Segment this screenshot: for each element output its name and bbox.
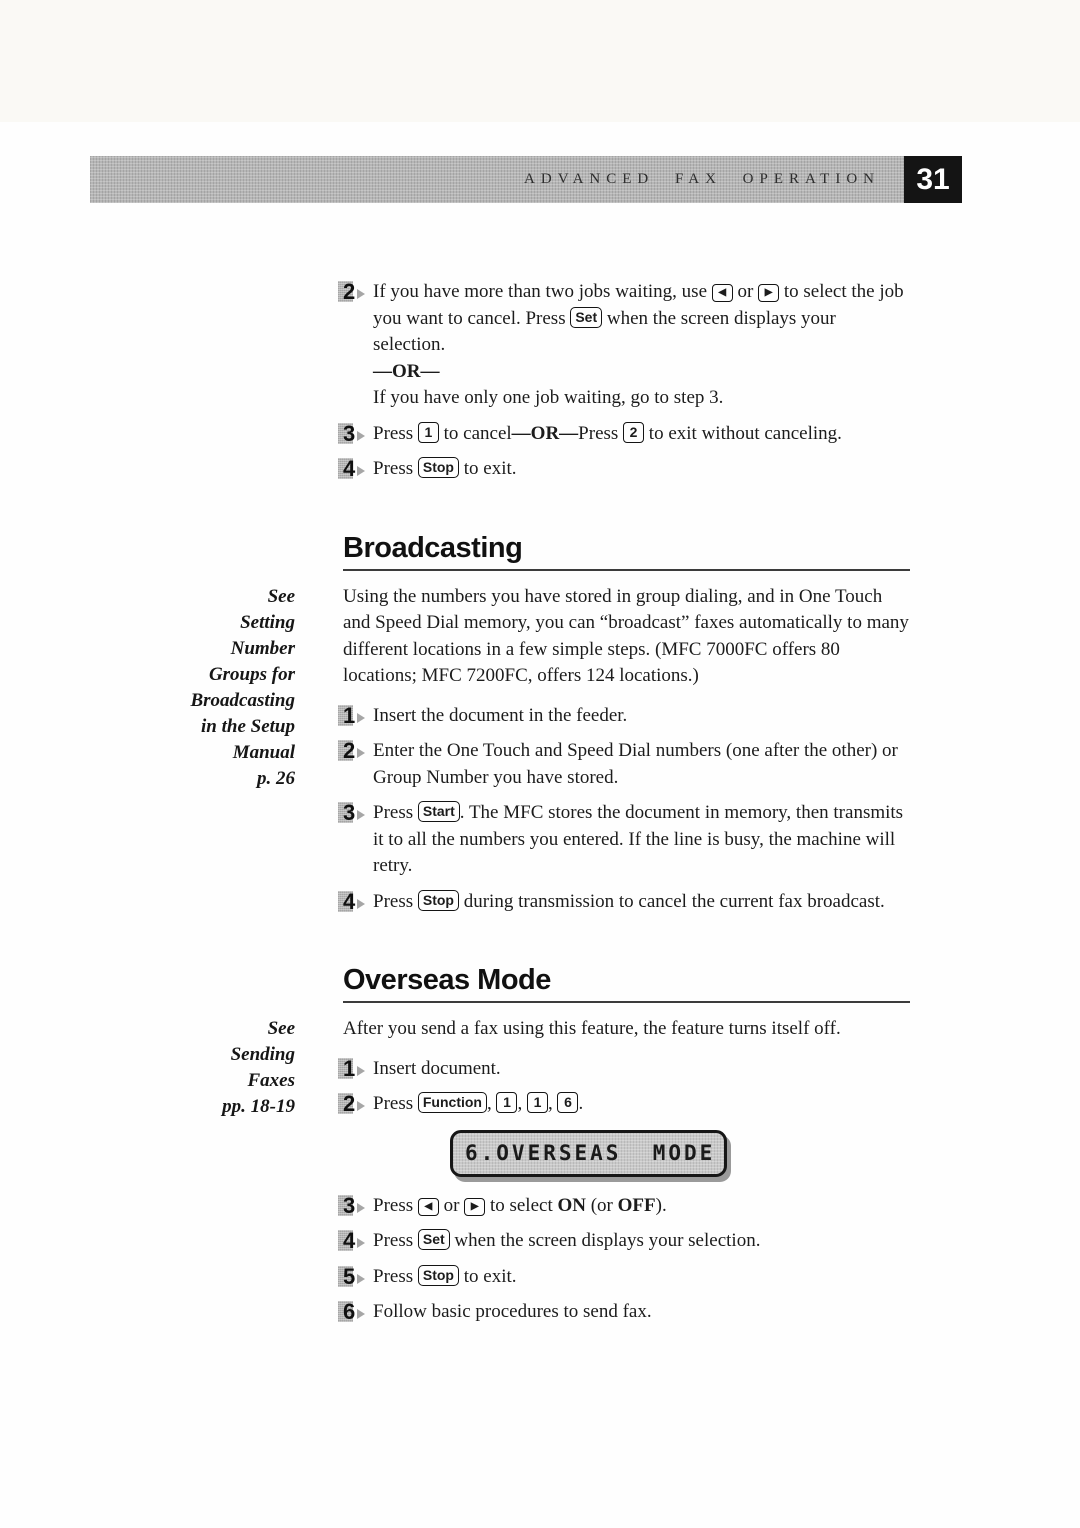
page-header-title: ADVANCED FAX OPERATION [524, 171, 880, 187]
step-row [343, 1299, 910, 1326]
section-main [343, 279, 910, 492]
key-2-button: 2 [623, 422, 644, 443]
step-text: If you have more than two jobs waiting, use ◀ or ▶ to select the job you want to cancel. Press Set when the screen displays your selection. —OR— If you have only one job waiting, go to step 3. [373, 281, 904, 408]
sidebar-note-line: See [267, 585, 295, 607]
step-number: 1 [343, 703, 373, 730]
step-text: Enter the One Touch and Speed Dial numbers (one after the other) or Group Number you have stored. [373, 740, 898, 788]
step-row [343, 279, 910, 412]
page-number-badge: 31 [904, 156, 962, 203]
step-row [343, 738, 910, 791]
key-stop-button: Stop [418, 890, 459, 911]
section-heading-wrap [343, 964, 910, 1003]
section-body [90, 584, 962, 925]
section-heading: Overseas Mode [343, 964, 551, 996]
step-text: Press Stop to exit. [373, 458, 517, 479]
step-text: Insert document. [373, 1057, 501, 1079]
sidebar-note-line: pp. 18-19 [222, 1096, 295, 1117]
section-main [343, 1016, 910, 1335]
key-function-button: Function [418, 1092, 487, 1113]
sidebar-note-line: p. 26 [257, 767, 295, 789]
step-text: Follow basic procedures to send fax. [373, 1301, 652, 1322]
step-text: Press 1 to cancel—OR—Press 2 to exit without canceling. [373, 422, 842, 444]
step-text: Insert the document in the feeder. [373, 704, 628, 726]
step-row [343, 703, 910, 730]
section-main [343, 584, 910, 925]
section-overseas-mode [90, 964, 962, 1335]
section-broadcasting [90, 532, 962, 925]
key-stop-button: Stop [418, 1265, 459, 1286]
sidebar-note-line: Faxes [247, 1070, 295, 1091]
sidebar-note-line: Number [230, 637, 295, 659]
sidebar-note-line: Groups for [208, 663, 295, 685]
step-text: Press Stop to exit. [373, 1265, 517, 1287]
section-heading: Broadcasting [343, 531, 523, 564]
heading-rule [343, 569, 910, 571]
step-text: Press Function , 1 , 1 , 6 . [373, 1093, 584, 1114]
page-header [90, 156, 962, 203]
heading-rule [343, 1001, 910, 1003]
bold-text: OFF [617, 1194, 656, 1216]
key-1-button: 1 [496, 1092, 517, 1113]
step-number: 2 [343, 279, 373, 412]
step-row [343, 1193, 910, 1220]
section-intro: Using the numbers you have stored in group dialing, and in One Touch and Speed Dial memory, you can “broadcast” faxes automatically to many different locations in a few simple steps. (MFC 7000FC offers 80 locations; MFC 7200FC, offers 124 locations.) [343, 585, 909, 686]
sidebar-note-line: in the Setup [201, 715, 295, 737]
bold-text: —OR— [511, 422, 579, 444]
step-row [343, 1264, 910, 1291]
step-number: 4 [343, 889, 373, 916]
right-arrow-key-icon: ▶ [464, 1198, 485, 1216]
step-number: 1 [343, 1056, 373, 1083]
step-text: Press Stop during transmission to cancel the current fax broadcast. [373, 890, 885, 912]
step-text: Press Start . The MFC stores the document in memory, then transmits it to all the numbers you entered. If the line is busy, the machine will retry. [373, 802, 904, 876]
step-number: 4 [343, 456, 373, 483]
sidebar-note-line: Manual [232, 741, 295, 763]
step-number: 3 [343, 421, 373, 448]
step-text: Press Set when the screen displays your selection. [373, 1230, 761, 1251]
step-row [343, 1091, 910, 1118]
section-intro: After you send a fax using this feature, the feature turns itself off. [343, 1018, 841, 1039]
sidebar-note-line: See [267, 1018, 295, 1039]
section-heading-wrap [343, 532, 910, 571]
bold-text: ON [557, 1194, 586, 1216]
step-number: 3 [343, 800, 373, 880]
step-row [343, 1056, 910, 1083]
lcd-display: 6.OVERSEAS MODE [450, 1130, 727, 1177]
section-body [90, 1016, 962, 1335]
section-body [90, 279, 962, 492]
left-arrow-key-icon: ◀ [712, 284, 733, 302]
sidebar-note [90, 584, 343, 792]
bold-text: —OR— [373, 360, 440, 382]
sidebar-note-line: Setting [240, 611, 295, 633]
section-cancel-job-continued [90, 279, 962, 492]
step-text: Press ◀ or ▶ to select ON (or OFF). [373, 1194, 667, 1216]
step-row [343, 1228, 910, 1255]
left-arrow-key-icon: ◀ [418, 1198, 439, 1216]
page-header-bar [90, 156, 904, 203]
step-number: 4 [343, 1228, 373, 1255]
key-6-button: 6 [557, 1092, 578, 1113]
key-1-button: 1 [527, 1092, 548, 1113]
step-row [343, 889, 910, 916]
sidebar-note [90, 1016, 343, 1120]
key-start-button: Start [418, 801, 460, 822]
sidebar-note-line: Broadcasting [190, 689, 295, 711]
scan-edge-tint [0, 0, 1080, 122]
step-number: 2 [343, 738, 373, 791]
step-row [343, 800, 910, 880]
step-row [343, 456, 910, 483]
sidebar-note-line: Sending [230, 1044, 295, 1065]
step-row [343, 421, 910, 448]
right-arrow-key-icon: ▶ [758, 284, 779, 302]
key-set-button: Set [418, 1229, 450, 1250]
step-number: 6 [343, 1299, 373, 1326]
content [90, 279, 962, 1375]
step-number: 3 [343, 1193, 373, 1220]
key-set-button: Set [570, 307, 602, 328]
key-stop-button: Stop [418, 457, 459, 478]
step-number: 2 [343, 1091, 373, 1118]
step-number: 5 [343, 1264, 373, 1291]
key-1-button: 1 [418, 422, 439, 443]
